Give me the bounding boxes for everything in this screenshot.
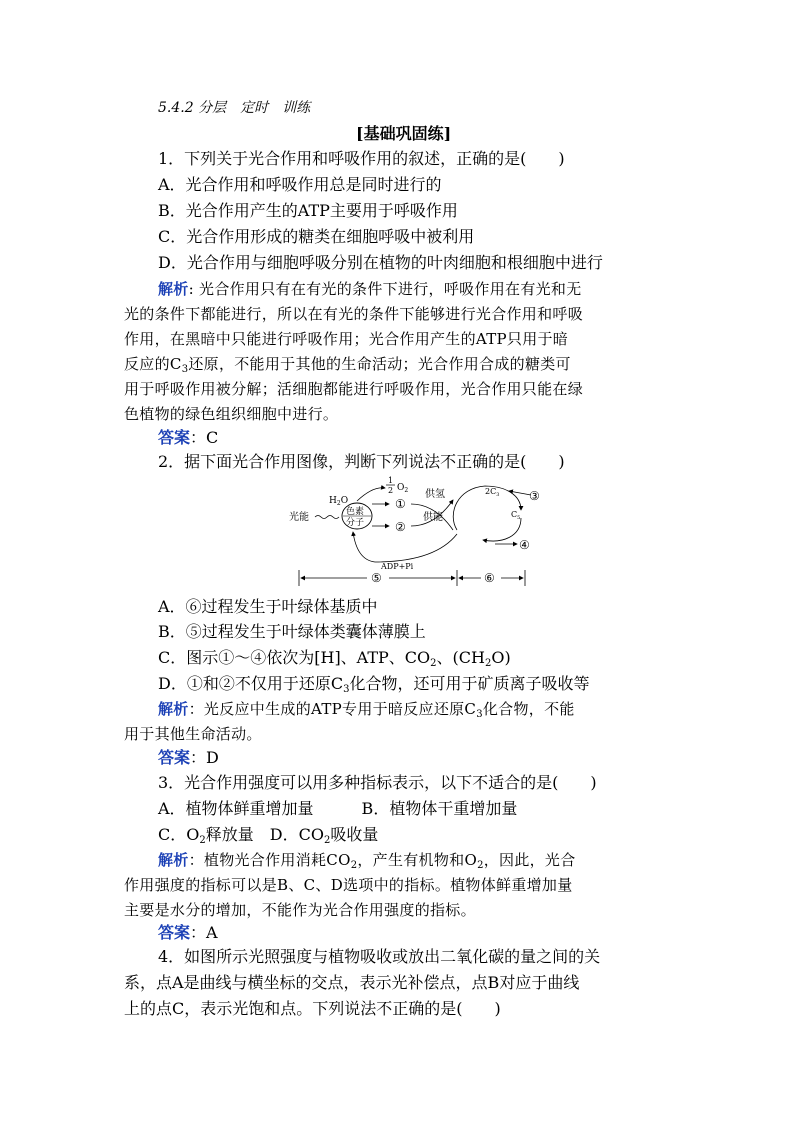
circle-4: ④ — [519, 538, 530, 552]
h2o-label: $H_2O$ — [329, 496, 349, 507]
q1-analysis-line: 光的条件下都能进行，所以在有光的条件下能够进行光合作用和呼吸 — [124, 305, 584, 323]
half-denominator: 2 — [388, 486, 394, 495]
q1-option-d: D．光合作用与细胞呼吸分别在植物的叶肉细胞和根细胞中进行 — [158, 253, 603, 272]
adp-label: ADP+Pi — [381, 562, 414, 571]
section-title: 5.4.2 分层 定时 训练 — [158, 100, 311, 116]
circle-3: ③ — [529, 489, 540, 503]
analysis-label: 解析 — [158, 280, 189, 298]
analysis-label: 解析 — [158, 851, 189, 869]
circle-2: ② — [395, 520, 406, 534]
light-energy-label: 光能 — [289, 512, 309, 523]
q4-stem-line: 系，点A是曲线与横坐标的交点，表示光补偿点，点B对应于曲线 — [124, 973, 580, 992]
q1-option-c: C．光合作用形成的糖类在细胞呼吸中被利用 — [158, 227, 475, 246]
q3-analysis-line: 作用强度的指标可以是B、C、D选项中的指标。植物体鲜重增加量 — [124, 876, 573, 894]
answer-label: 答案 — [158, 428, 191, 447]
q2-option-c: C．图示①～④依次为[H]、ATP、$CO_2$、$(CH_2O)$ — [158, 648, 511, 669]
circle-5: ⑤ — [371, 571, 382, 585]
q3-options-cd: C．$O_2$释放量 D．$CO_2$吸收量 — [158, 825, 379, 846]
q1-option-a: A．光合作用和呼吸作用总是同时进行的 — [158, 175, 442, 194]
supply-energy-label: 供能 — [423, 512, 443, 523]
q2-analysis-line: 解析：光反应中生成的ATP专用于暗反应还原$C_3$化合物，不能 — [158, 700, 575, 720]
light-wave-icon — [315, 516, 339, 519]
circle-6: ⑥ — [484, 571, 495, 585]
pigment-label: 分子 — [346, 518, 365, 528]
exercise-header: [基础巩固练] — [356, 124, 452, 143]
o2-label: $O_2$ — [397, 483, 409, 494]
q1-option-b: B．光合作用产生的ATP主要用于呼吸作用 — [158, 201, 458, 220]
c5-label: $C_5$ — [511, 510, 521, 521]
q3-analysis-line: 主要是水分的增加，不能作为光合作用强度的指标。 — [124, 901, 476, 919]
analysis-label: 解析 — [158, 700, 189, 718]
q2-analysis-line: 用于其他生命活动。 — [124, 725, 262, 743]
photosynthesis-diagram — [285, 474, 555, 590]
q2-stem: 2．据下面光合作用图像，判断下列说法不正确的是( ) — [158, 452, 565, 471]
half-label: 1 — [388, 476, 394, 485]
answer-label: 答案 — [158, 748, 191, 767]
q3-analysis-line: 解析：植物光合作用消耗$CO_2$，产生有机物和$O_2$，因此，光合 — [158, 851, 576, 871]
q1-analysis-line: 色植物的绿色组织细胞中进行。 — [124, 405, 339, 423]
q3-options-ab: A．植物体鲜重增加量 B．植物体干重增加量 — [158, 799, 518, 818]
answer-label: 答案 — [158, 923, 191, 942]
q4-stem-line: 4．如图所示光照强度与植物吸收或放出二氧化碳的量之间的关 — [158, 947, 601, 966]
circle-1: ① — [395, 497, 406, 511]
pigment-label: 色素 — [346, 507, 365, 517]
q2-option-d: D．①和②不仅用于还原$C_3$化合物，还可用于矿质离子吸收等 — [158, 674, 590, 695]
supply-h-label: 供氢 — [425, 489, 445, 500]
q1-stem: 1．下列关于光合作用和呼吸作用的叙述，正确的是( ) — [158, 149, 565, 168]
q1-analysis-line: 用于呼吸作用被分解；活细胞都能进行呼吸作用，光合作用只能在绿 — [124, 380, 584, 398]
q2-option-b: B．⑤过程发生于叶绿体类囊体薄膜上 — [158, 622, 426, 641]
q2-option-a: A．⑥过程发生于叶绿体基质中 — [158, 597, 378, 616]
q1-analysis-line: 解析: 光合作用只有在有光的条件下进行，呼吸作用在有光和无 — [158, 280, 582, 298]
q3-answer: 答案：A — [158, 923, 218, 942]
q1-analysis-line: 作用，在黑暗中只能进行呼吸作用；光合作用产生的ATP只用于暗 — [124, 330, 569, 348]
q4-stem-line: 上的点C，表示光饱和点。下列说法不正确的是( ) — [124, 999, 501, 1018]
q1-answer: 答案：C — [158, 428, 219, 447]
q3-stem: 3．光合作用强度可以用多种指标表示，以下不适合的是( ) — [158, 773, 597, 792]
2c3-label: $2C_3$ — [485, 487, 500, 498]
q2-answer: 答案：D — [158, 748, 219, 767]
q1-analysis-line: 反应的$C_3$还原，不能用于其他的生命活动；光合作用合成的糖类可 — [124, 355, 571, 375]
